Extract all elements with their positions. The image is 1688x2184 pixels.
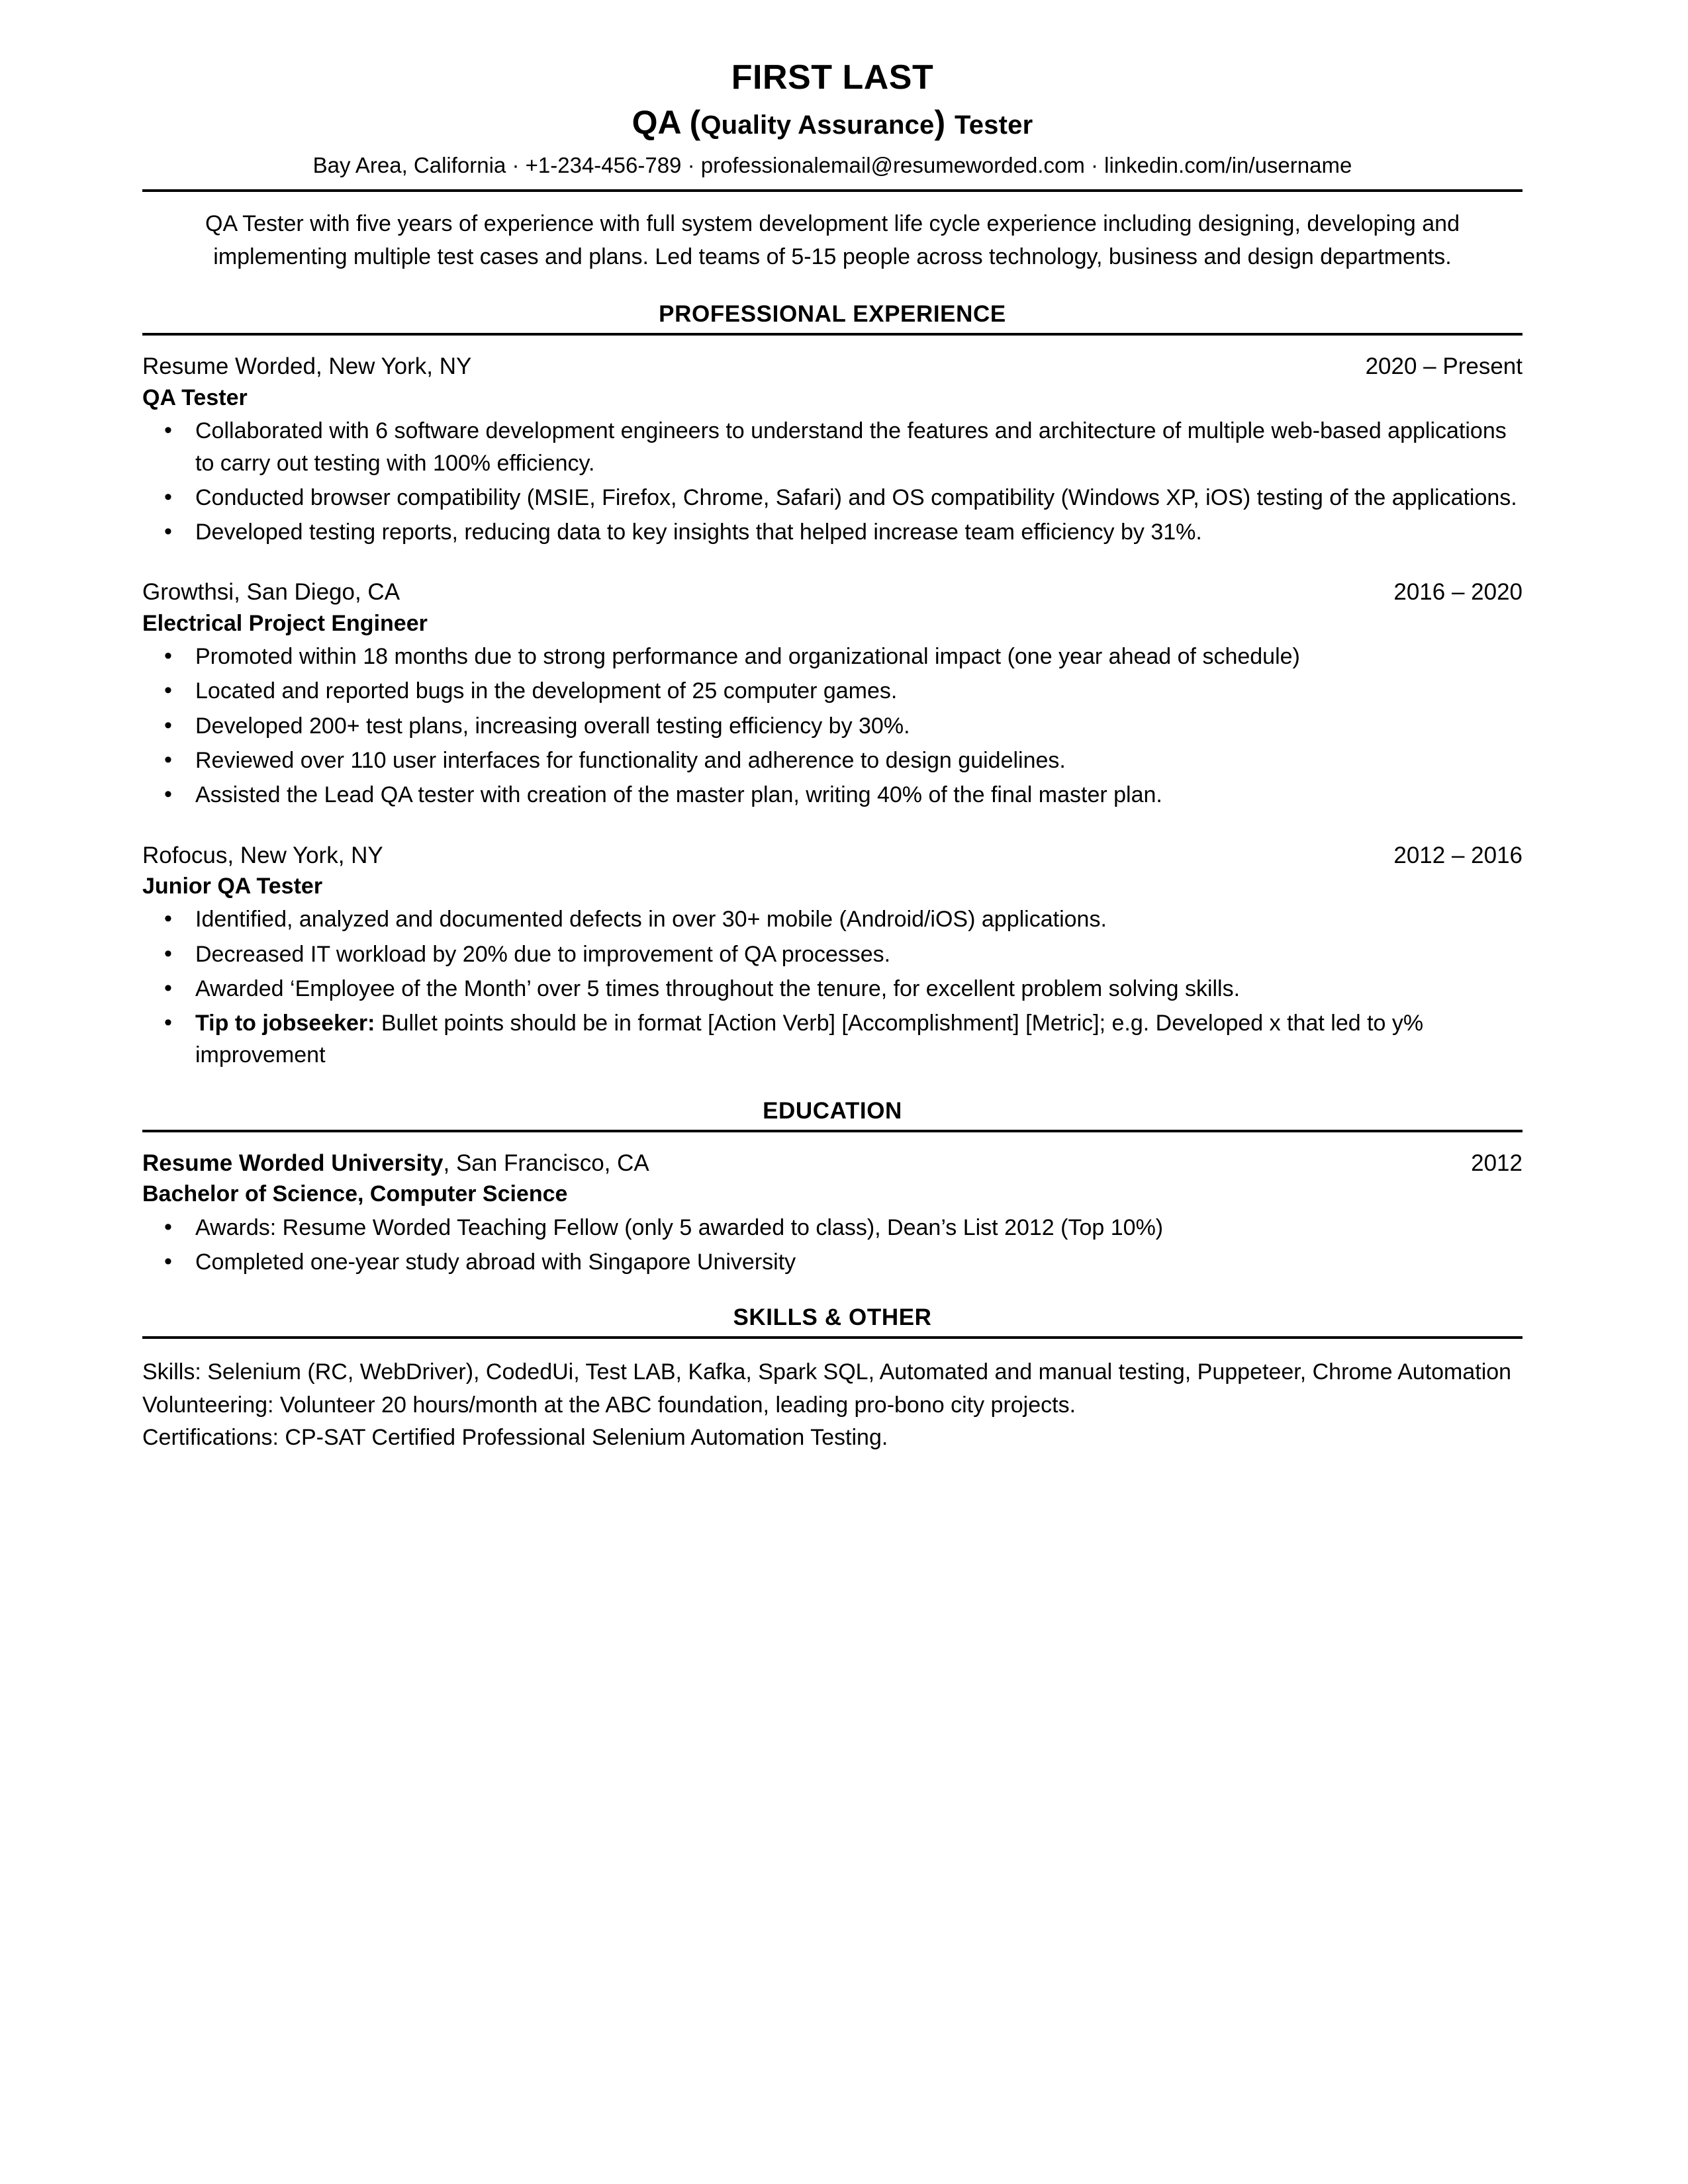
skills-block: [142, 1356, 1523, 1455]
education-bullet: • Completed one-year study abroad with Singapore University: [142, 1246, 1523, 1278]
experience-bullet: • Collaborated with 6 software development engineers to understand the features and architecture of multiple web-based applications to carry out testing with 100% efficiency.: [142, 415, 1523, 479]
experience-job-title: QA Tester: [142, 385, 248, 411]
education-entry-header: [142, 1150, 1523, 1178]
headline-smallcaps-quality-assurance: Quality Assurance: [700, 111, 935, 140]
education-entry: [142, 1150, 1523, 1278]
experience-company-location: Resume Worded, New York, NY: [142, 353, 472, 380]
experience-dates: 2012 – 2016: [1393, 842, 1523, 868]
education-bullet-list: [142, 1212, 1523, 1279]
experience-company-location: Rofocus, New York, NY: [142, 842, 383, 868]
experience-entry-header: [142, 842, 1523, 870]
experience-bullet-list: [142, 641, 1523, 811]
education-degree: Bachelor of Science, Computer Science: [142, 1181, 568, 1207]
experience-entry-header: [142, 353, 1523, 381]
section-heading-education: EDUCATION: [763, 1097, 902, 1124]
experience-bullet: • Reviewed over 110 user interfaces for functionality and adherence to design guidelines.: [142, 745, 1523, 776]
resume-header: [142, 58, 1523, 180]
experience-entry: [142, 353, 1523, 548]
education-bullet: • Awards: Resume Worded Teaching Fellow (only 5 awarded to class), Dean’s List 2012 (Top 10%): [142, 1212, 1523, 1244]
experience-job-title: Electrical Project Engineer: [142, 611, 428, 636]
headline-prefix: QA (: [632, 104, 701, 142]
skills-line: Skills: Selenium (RC, WebDriver), CodedUi, Test LAB, Kafka, Spark SQL, Automated and manual testing, Puppeteer, Chrome Automation: [142, 1359, 1512, 1385]
headline-mid: ): [934, 104, 955, 142]
contact-line: Bay Area, California · +1-234-456-789 · professionalemail@resumeworded.com · linkedin.com/in/username: [312, 153, 1352, 178]
experience-bullet: • Developed 200+ test plans, increasing overall testing efficiency by 30%.: [142, 710, 1523, 742]
experience-bullet: • Assisted the Lead QA tester with creation of the master plan, writing 40% of the final master plan.: [142, 779, 1523, 811]
experience-bullet: • Developed testing reports, reducing data to key insights that helped increase team efficiency by 31%.: [142, 516, 1523, 548]
experience-bullet: • Identified, analyzed and documented defects in over 30+ mobile (Android/iOS) applications.: [142, 903, 1523, 935]
header-divider: [142, 189, 1523, 192]
candidate-name: FIRST LAST: [731, 58, 934, 97]
experience-entry-header: [142, 578, 1523, 607]
experience-bullet: • Decreased IT workload by 20% due to improvement of QA processes.: [142, 938, 1523, 970]
experience-dates: 2020 – Present: [1365, 353, 1523, 380]
education-school-location: [142, 1150, 649, 1178]
professional-summary: QA Tester with five years of experience with full system development life cycle experience including designing, developing and implementing multiple test cases and plans. Led teams of 5-15 people across technology, business and design departments.: [205, 211, 1460, 269]
candidate-headline: [142, 103, 1523, 142]
experience-entry: [142, 842, 1523, 1071]
experience-bullet-list: [142, 415, 1523, 548]
tip-text: Bullet points should be in format [Action Verb] [Accomplishment] [Metric]; e.g. Developed x that led to y% improvement: [195, 1011, 1424, 1068]
tip-label: Tip to jobseeker:: [195, 1011, 375, 1036]
experience-bullet: • Promoted within 18 months due to strong performance and organizational impact (one year ahead of schedule): [142, 641, 1523, 672]
experience-bullet-list: [142, 903, 1523, 1071]
section-heading-experience: PROFESSIONAL EXPERIENCE: [659, 301, 1006, 328]
experience-dates: 2016 – 2020: [1393, 579, 1523, 606]
education-section-divider: [142, 1130, 1523, 1132]
education-date: 2012: [1471, 1150, 1523, 1176]
experience-job-title: Junior QA Tester: [142, 874, 323, 899]
experience-company-location: Growthsi, San Diego, CA: [142, 579, 400, 606]
skills-section-divider: [142, 1336, 1523, 1339]
headline-smallcaps-tester: Tester: [955, 111, 1033, 140]
experience-bullet: • Awarded ‘Employee of the Month’ over 5 times throughout the tenure, for excellent problem solving skills.: [142, 973, 1523, 1005]
volunteering-line: Volunteering: Volunteer 20 hours/month at the ABC foundation, leading pro-bono city projects.: [142, 1392, 1076, 1418]
experience-bullet: • Conducted browser compatibility (MSIE, Firefox, Chrome, Safari) and OS compatibility (Windows XP, iOS) testing of the applications.: [142, 482, 1523, 514]
education-location: , San Francisco, CA: [443, 1150, 649, 1176]
experience-section-divider: [142, 333, 1523, 336]
experience-bullet-tip: [142, 1007, 1523, 1071]
education-school-name: Resume Worded University: [142, 1150, 444, 1176]
certifications-line: Certifications: CP-SAT Certified Professional Selenium Automation Testing.: [142, 1425, 888, 1451]
experience-bullet: • Located and reported bugs in the development of 25 computer games.: [142, 675, 1523, 707]
experience-entry: [142, 578, 1523, 811]
section-heading-skills: SKILLS & OTHER: [733, 1304, 932, 1331]
